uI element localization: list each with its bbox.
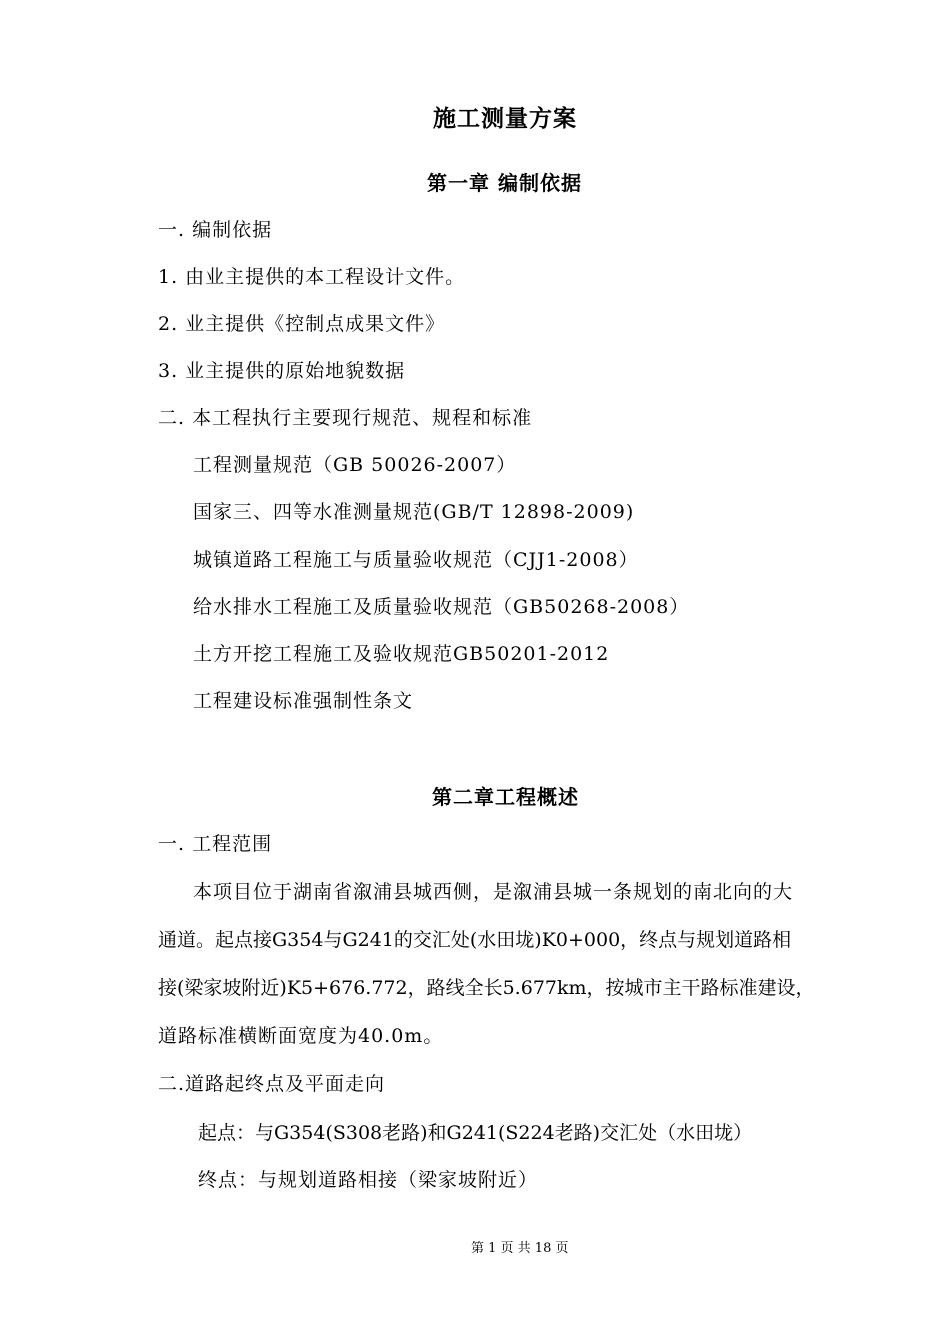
- section-heading: 二.道路起终点及平面走向: [158, 1073, 386, 1095]
- paragraph-line: 通道。起点接G354与G241的交汇处(水田垅)K0+000，终点与规划道路相: [158, 929, 792, 951]
- paragraph-line: 道路标准横断面宽度为40.0m。: [158, 1025, 444, 1047]
- chapter-heading: 第一章 编制依据: [427, 171, 582, 195]
- standard-item: 国家三、四等水准测量规范(GB/T 12898-2009): [193, 501, 635, 523]
- list-item: 2. 业主提供《控制点成果文件》: [158, 313, 446, 335]
- standard-item: 土方开挖工程施工及验收规范GB50201-2012: [193, 643, 610, 665]
- chapter-heading: 第二章工程概述: [432, 785, 579, 809]
- page-footer: 第 1 页 共 18 页: [471, 1241, 569, 1256]
- standard-item: 工程建设标准强制性条文: [193, 690, 414, 712]
- section-heading: 一. 编制依据: [158, 219, 273, 241]
- list-item: 1. 由业主提供的本工程设计文件。: [158, 266, 466, 288]
- start-point-line: 起点：与G354(S308老路)和G241(S224老路)交汇处（水田垅）: [198, 1122, 753, 1144]
- standard-item: 城镇道路工程施工与质量验收规范（CJJ1-2008）: [193, 549, 639, 571]
- paragraph-line: 本项目位于湖南省溆浦县城西侧，是溆浦县城一条规划的南北向的大: [193, 881, 794, 903]
- list-item: 3. 业主提供的原始地貌数据: [158, 360, 406, 382]
- standard-item: 给水排水工程施工及质量验收规范（GB50268-2008）: [193, 596, 690, 618]
- standard-item: 工程测量规范（GB 50026-2007）: [193, 454, 517, 476]
- section-heading: 二. 本工程执行主要现行规范、规程和标准: [158, 407, 533, 429]
- page-title: 施工测量方案: [433, 105, 577, 132]
- paragraph-line: 接(梁家坡附近)K5+676.772，路线全长5.677km，按城市主干路标准建设，: [158, 977, 815, 999]
- section-heading: 一. 工程范围: [158, 833, 273, 855]
- end-point-line: 终点：与规划道路相接（梁家坡附近）: [198, 1169, 539, 1191]
